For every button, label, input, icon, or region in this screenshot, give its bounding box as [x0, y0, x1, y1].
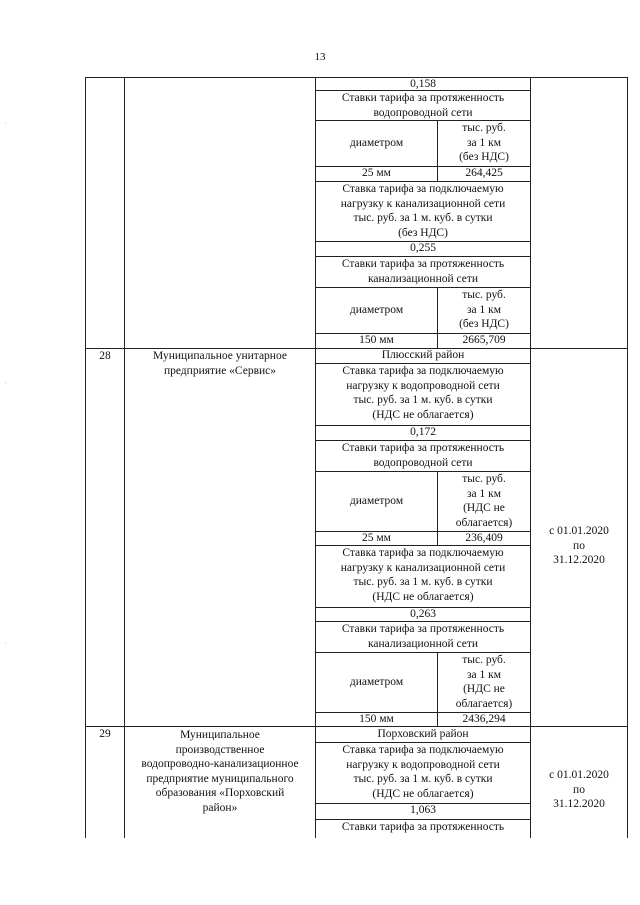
district-name: Порховский район [377, 728, 469, 740]
sewer-length-header: Ставки тарифа за протяженность канализационной сети [341, 623, 505, 650]
sewage-load-value: 0,158 [410, 78, 436, 90]
table-border-left [85, 77, 86, 838]
row-number: 28 [99, 350, 111, 362]
sewer-load-value: 0,263 [410, 608, 436, 620]
organization-name: Муниципальное унитарное предприятие «Сервис» [153, 350, 287, 377]
diameter-label: диаметром [349, 495, 404, 507]
rate-unit-label: тыс. руб. за 1 км (НДС не облагается) [455, 473, 513, 529]
col-divider-period [530, 77, 531, 838]
water-length-header: Ставки тарифа за протяженность водопроводной сети [341, 442, 505, 469]
rate-value: 236,409 [465, 532, 503, 544]
diameter-value: 150 мм [359, 713, 394, 725]
margin-noise: · [4, 379, 7, 388]
water-length-header: Ставки тарифа за протяженность [341, 821, 505, 833]
organization-name: Муниципальное производственное водопроводно-канализационное предприятие муниципального образования «Порховский район» [141, 729, 299, 814]
diameter-value: 25 мм [362, 167, 391, 179]
sewer-length-header: Ставки тарифа за протяженность канализационной сети [341, 258, 505, 285]
water-load-value: 1,063 [410, 804, 436, 816]
sewer-load-header: Ставка тарифа за подключаемую нагрузку к канализационной сети тыс. руб. за 1 м. куб. в сутки (НДС не облагается) [340, 547, 506, 603]
validity-period: с 01.01.2020 по 31.12.2020 [549, 525, 609, 566]
diameter-value: 150 мм [359, 334, 394, 346]
diameter-label: диаметром [349, 676, 404, 688]
table-border-right [627, 77, 628, 838]
validity-period: с 01.01.2020 по 31.12.2020 [549, 769, 609, 810]
rate-value: 2436,294 [462, 713, 506, 725]
diameter-label: диаметром [349, 137, 404, 149]
margin-noise: · [4, 119, 7, 128]
margin-noise: · [4, 639, 7, 648]
sewer-load-header: Ставка тарифа за подключаемую нагрузку к канализационной сети тыс. руб. за 1 м. куб. в сутки (без НДС) [340, 183, 506, 239]
rate-value: 264,425 [465, 167, 503, 179]
sewer-load-value: 0,255 [410, 242, 436, 254]
water-length-header: Ставки тарифа за протяженность водопроводной сети [341, 92, 505, 119]
col-divider-number [124, 77, 125, 838]
rate-unit-label: тыс. руб. за 1 км (без НДС) [459, 122, 509, 163]
water-load-header: Ставка тарифа за подключаемую нагрузку к водопроводной сети тыс. руб. за 1 м. куб. в сутки (НДС не облагается) [342, 744, 504, 800]
page-number: 13 [314, 51, 326, 63]
rate-value: 2665,709 [462, 334, 506, 346]
diameter-value: 25 мм [362, 532, 391, 544]
rate-unit-label: тыс. руб. за 1 км (НДС не облагается) [455, 654, 513, 710]
water-load-header: Ставка тарифа за подключаемую нагрузку к водопроводной сети тыс. руб. за 1 м. куб. в сутки (НДС не облагается) [342, 365, 504, 421]
water-load-value: 0,172 [410, 426, 436, 438]
rate-unit-label: тыс. руб. за 1 км (без НДС) [459, 289, 509, 330]
row-number: 29 [99, 728, 111, 740]
diameter-label: диаметром [349, 304, 404, 316]
district-name: Плюсский район [381, 349, 465, 361]
